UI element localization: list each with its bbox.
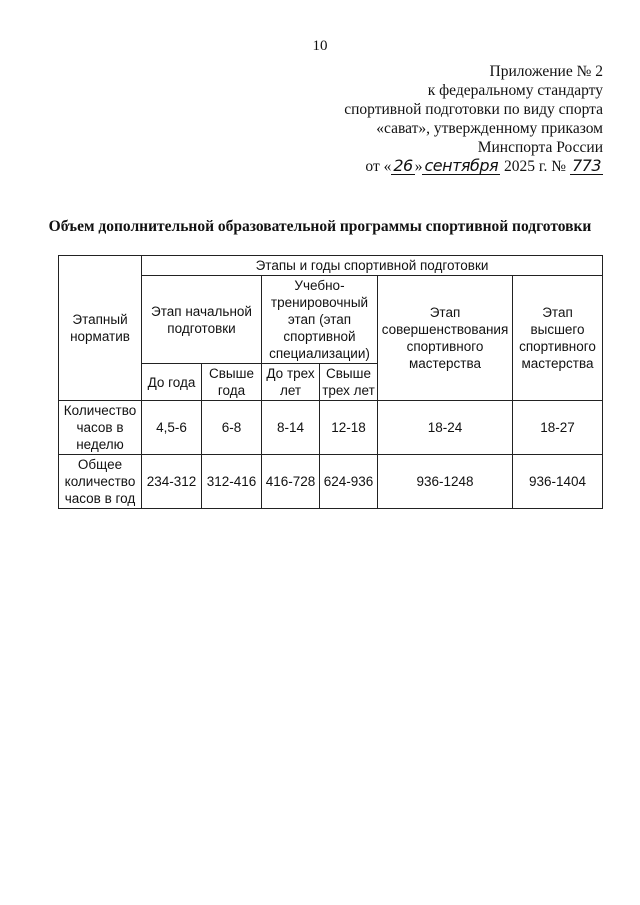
- training-volume-table: [58, 255, 603, 509]
- appendix-line-5: Минспорта России: [477, 139, 603, 156]
- appendix-line-2: к федеральному стандарту: [427, 82, 603, 99]
- document-title: Объем дополнительной образовательной программы спортивной подготовки: [48, 218, 592, 235]
- table-cell: 6-8: [202, 401, 262, 455]
- table-cell: 416-728: [262, 455, 320, 509]
- stage-highest-header: Этап высшего спортивного мастерства: [513, 276, 603, 401]
- table-cell: 4,5-6: [142, 401, 202, 455]
- table-cell: 18-27: [513, 401, 603, 455]
- date-month-handwritten: сентября: [424, 156, 499, 175]
- sub-training-2: Свыше трех лет: [320, 364, 378, 401]
- row-label: Общее количество часов в год: [59, 455, 142, 509]
- appendix-line-3: спортивной подготовки по виду спорта: [344, 101, 603, 118]
- stage-initial-header: Этап начальной подготовки: [142, 276, 262, 364]
- order-date-line: [344, 157, 603, 176]
- table-cell: 12-18: [320, 401, 378, 455]
- stage-training-header: Учебно-тренировочный этап (этап спортивной специализации): [262, 276, 378, 364]
- corner-header: Этапный норматив: [59, 256, 142, 401]
- sub-initial-1: До года: [142, 364, 202, 401]
- table-cell: 936-1248: [378, 455, 513, 509]
- date-prefix: от «: [365, 158, 392, 175]
- table-cell: 8-14: [262, 401, 320, 455]
- table-cell: 624-936: [320, 455, 378, 509]
- table-cell: 18-24: [378, 401, 513, 455]
- table-cell: 936-1404: [513, 455, 603, 509]
- appendix-line-1: Приложение № 2: [489, 63, 603, 80]
- sub-training-1: До трех лет: [262, 364, 320, 401]
- appendix-line-4: «сават», утвержденному приказом: [376, 120, 603, 137]
- sub-initial-2: Свыше года: [202, 364, 262, 401]
- page-number: 10: [312, 38, 328, 54]
- date-separator: »: [414, 158, 423, 175]
- table-cell: 234-312: [142, 455, 202, 509]
- table-row: [59, 455, 603, 509]
- appendix-header: [344, 62, 603, 176]
- date-suffix: 2025 г. №: [504, 158, 567, 175]
- order-number-handwritten: 773: [571, 156, 601, 175]
- table-row: [59, 401, 603, 455]
- row-label: Количество часов в неделю: [59, 401, 142, 455]
- table-cell: 312-416: [202, 455, 262, 509]
- group-header: Этапы и годы спортивной подготовки: [142, 256, 603, 276]
- stage-improvement-header: Этап совершенствования спортивного мастерства: [378, 276, 513, 401]
- date-day-handwritten: 26: [393, 156, 413, 175]
